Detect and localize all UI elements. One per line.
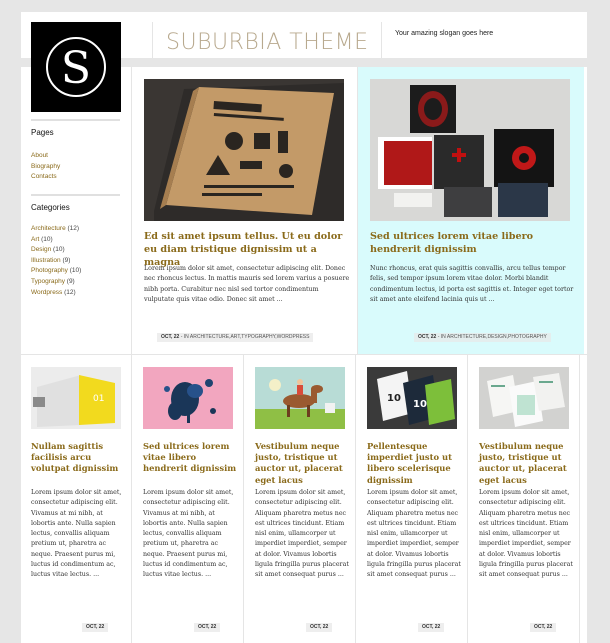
category-architecture[interactable]	[31, 224, 81, 235]
post-date: OCT, 22	[161, 334, 180, 340]
post-date	[418, 623, 444, 632]
sidebar-rule	[31, 119, 120, 121]
post-excerpt: Lorem ipsum dolor sit amet, consectetur adipiscing elit. Aliquam pharetra metus nec est ultrices tincidunt. Etiam nisl enim, ullamcorper ut imperdiet imperdiet, semper at dolor. Vivamus lobortis ligula fringilla purus placerat sit amet consequat purus ...	[479, 489, 573, 579]
category-count: (10)	[69, 267, 82, 275]
category-name[interactable]: Photography	[31, 267, 68, 275]
post-date-text: OCT, 22	[310, 624, 329, 630]
featured-post	[132, 67, 358, 354]
post-categories[interactable]: - IN ARCHITECTURE,DESIGN,PHOTOGRAPHY	[437, 334, 547, 340]
category-count: (9)	[66, 277, 75, 285]
post-excerpt: Lorem ipsum dolor sit amet, consectetur adipiscing elit. Vivamus at mi nibh, at lobortis ante. Nulla sapien lectus, convallis aliquam pretium ut, pharetra ac neque. Praesent purus mi, luctus id condimentum ac, luctus vitae lectus. ...	[31, 489, 122, 579]
post-title-link[interactable]: Ed sit amet ipsum tellus. Ut eu dolor eu diam tristique dignissim ut a magna	[144, 231, 343, 268]
site-title[interactable]: SUBURBIA THEME	[166, 30, 369, 55]
post-excerpt: Lorem ipsum dolor sit amet, consectetur adipiscing elit. Aliquam pharetra metus nec est ultrices tincidunt. Etiam nisl enim, ullamcorper ut imperdiet imperdiet, semper at dolor. Vivamus lobortis ligula fringilla purus placerat sit amet consequat purus ...	[367, 489, 461, 579]
post-excerpt: Nunc rhoncus, erat quis sagittis convallis, arcu tellus tempor felis, sed tempor ipsum lorem vitae dolor. Morbi blandit condimentum lectus, id porta est sagittis et. Integer eget tortor sit amet ante eleifend lacinia quis ut ...	[370, 265, 574, 303]
sidebar-page-about[interactable]: About	[31, 152, 48, 159]
post-card	[133, 355, 244, 643]
category-name[interactable]: Design	[31, 246, 52, 254]
post-excerpt: Lorem ipsum dolor sit amet, consectetur adipiscing elit. Donec nec rhoncus lectus. In mattis mauris sed lorem varius a posuere nibh porta. Curabitur nec nisl sed tortor condimentum vulputate quis vitae odio. Donec sit amet ...	[144, 265, 350, 303]
category-photography[interactable]	[31, 266, 81, 277]
post-date	[194, 623, 220, 632]
categories-list	[31, 224, 81, 298]
pages-list	[31, 151, 60, 183]
category-illustration[interactable]	[31, 256, 81, 267]
category-count: (12)	[64, 288, 76, 296]
post-card	[357, 355, 468, 643]
post-categories[interactable]: - IN ARCHITECTURE,ART,TYPOGRAPHY,WORDPRESS	[180, 334, 310, 340]
post-thumbnail[interactable]	[144, 79, 344, 221]
main-content	[21, 67, 587, 643]
post-title-link[interactable]: Vestibulum neque justo, tristique ut auctor ut, placerat eget lacus	[479, 441, 567, 485]
thumb-number: 01	[93, 394, 105, 404]
album-image-icon	[370, 79, 570, 221]
category-count: (9)	[62, 256, 71, 264]
site-title-box[interactable]	[152, 22, 382, 58]
category-name[interactable]: Illustration	[31, 256, 61, 264]
thumb-number: 10	[413, 399, 427, 410]
post-title-link[interactable]: Vestibulum neque justo, tristique ut auctor ut, placerat eget lacus	[255, 441, 343, 485]
post-thumbnail[interactable]	[370, 79, 570, 221]
sidebar-page-biography[interactable]: Biography	[31, 162, 61, 170]
post-meta	[414, 333, 551, 342]
category-wordpress[interactable]	[31, 288, 81, 299]
post-thumbnail[interactable]	[143, 367, 233, 429]
post-meta	[157, 333, 313, 342]
category-typography[interactable]	[31, 277, 81, 288]
featured-post-highlighted	[358, 67, 584, 354]
post-date-text: OCT, 22	[198, 624, 217, 630]
post-card	[469, 355, 580, 643]
sidebar-rule	[31, 194, 120, 196]
stationery-image-icon	[479, 367, 569, 429]
site-logo[interactable]	[31, 22, 121, 112]
post-date-text: OCT, 22	[534, 624, 553, 630]
category-count: (12)	[67, 225, 80, 232]
post-thumbnail[interactable]	[367, 367, 457, 429]
horse-illustration-icon	[255, 367, 345, 429]
post-date-text: OCT, 22	[422, 624, 441, 630]
pages-heading: Pages	[31, 128, 54, 137]
post-thumbnail[interactable]	[255, 367, 345, 429]
post-title-link[interactable]: Sed ultrices lorem vitae libero hendrerit dignissim	[370, 231, 534, 255]
post-title-link[interactable]: Pellentesque imperdiet justo ut libero scelerisque dignissim	[367, 441, 452, 485]
category-name[interactable]: Wordpress	[31, 288, 63, 296]
post-thumbnail[interactable]	[479, 367, 569, 429]
sidebar-page-contacts[interactable]: Contacts	[31, 173, 57, 181]
category-art[interactable]	[31, 235, 81, 246]
category-design[interactable]	[31, 245, 81, 256]
post-date: OCT, 22	[418, 334, 437, 340]
post-date	[306, 623, 332, 632]
category-name[interactable]: Art	[31, 235, 40, 243]
category-name[interactable]: Architecture	[31, 225, 66, 232]
post-title-link[interactable]: Sed ultrices lorem vitae libero hendrerit dignissim	[143, 441, 237, 474]
post-thumbnail[interactable]	[31, 367, 121, 429]
post-excerpt: Lorem ipsum dolor sit amet, consectetur adipiscing elit. Vivamus at mi nibh, at lobortis ante. Nulla sapien lectus, convallis aliquam pretium ut, pharetra ac neque. Praesent purus mi, luctus id condimentum ac, luctus vitae lectus. ...	[143, 489, 234, 579]
ink-splash-image-icon	[143, 367, 233, 429]
print-cards-image-icon	[367, 367, 457, 429]
category-count: (10)	[41, 235, 53, 243]
post-title-link[interactable]: Nullam sagittis facilisis arcu volutpat dignissim	[31, 441, 119, 474]
post-date-text: OCT, 22	[86, 624, 105, 630]
brochure-image-icon	[31, 367, 121, 429]
post-card	[245, 355, 356, 643]
logo-mark-icon	[31, 22, 121, 112]
site-slogan: Your amazing slogan goes here	[395, 30, 494, 37]
logo-letter: S	[60, 43, 92, 94]
category-count: (10)	[53, 246, 65, 254]
category-name[interactable]: Typography	[31, 277, 65, 285]
post-date	[82, 623, 108, 632]
post-card	[21, 355, 132, 643]
booklet-image-icon	[144, 79, 344, 221]
post-excerpt: Lorem ipsum dolor sit amet, consectetur adipiscing elit. Aliquam pharetra metus nec est ultrices tincidunt. Etiam nisl enim, ullamcorper ut imperdiet imperdiet, semper at dolor. Vivamus lobortis ligula fringilla purus placerat sit amet consequat purus ...	[255, 489, 349, 579]
categories-heading: Categories	[31, 203, 70, 212]
post-date	[530, 623, 556, 632]
thumb-number: 10	[387, 393, 401, 404]
